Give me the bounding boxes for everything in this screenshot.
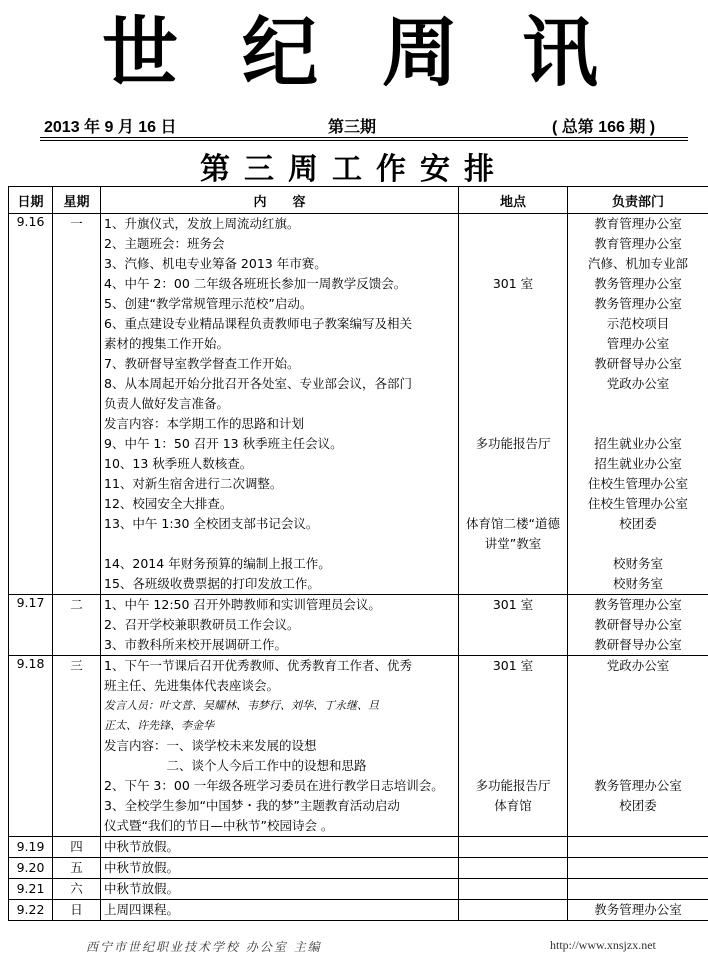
dept-line: 示范校项目 [606, 316, 670, 331]
content-line: 14、2014 年财务预算的编制上报工作。 [104, 556, 331, 571]
row-date: 9.20 [9, 858, 53, 879]
masthead-title: 世纪周讯 [102, 8, 662, 97]
location-line: 301 室 [492, 597, 534, 612]
content-line: 发言内容：一、谈学校未来发展的设想 [104, 738, 317, 753]
location-line [462, 615, 564, 635]
dept-line: 住校生管理办公室 [587, 496, 688, 511]
header-location: 地点 [459, 187, 568, 214]
content-line: 班主任、先进集体代表座谈会。 [104, 678, 280, 693]
row-weekday: 二 [53, 595, 101, 656]
dept-line: 校财务室 [612, 556, 663, 571]
location-line: 多功能报告厅 [475, 436, 551, 451]
schedule-heading: 第三周工作安排 [200, 152, 508, 187]
table-row [9, 858, 708, 879]
row-weekday: 一 [53, 214, 101, 595]
dept-line: 教务管理办公室 [594, 597, 682, 612]
location-line [462, 494, 564, 514]
location-line [462, 374, 564, 394]
row-location [459, 837, 568, 858]
dept-line [571, 414, 705, 434]
row-location [459, 656, 568, 837]
content-line: 1、升旗仪式，发放上周流动红旗。 [104, 216, 300, 231]
content-line: 素材的搜集工作开始。 [104, 336, 230, 351]
location-line [462, 816, 564, 836]
issue-total: ( 总第 166 期 ) [552, 119, 656, 136]
content-line: 中秋节放假。 [104, 881, 180, 896]
location-line [462, 294, 564, 314]
dept-line [571, 816, 705, 836]
content-line: 中秋节放假。 [104, 860, 180, 875]
table-row [9, 656, 708, 837]
row-dept [568, 656, 708, 837]
dept-line: 党政办公室 [606, 376, 670, 391]
location-line [462, 254, 564, 274]
dept-line: 招生就业办公室 [594, 436, 682, 451]
dept-line [571, 534, 705, 554]
header-dept: 负责部门 [568, 187, 708, 214]
content-line: 9、中午 1：50 召开 13 秋季班主任会议。 [104, 436, 343, 451]
row-date: 9.17 [9, 595, 53, 656]
dept-line: 校团委 [619, 798, 657, 813]
content-line: 5、创建“教学常规管理示范校”启动。 [104, 296, 313, 311]
content-line: 二、谈个人今后工作中的设想和思路 [104, 758, 367, 773]
row-content [101, 858, 459, 879]
content-line: 3、全校学生参加“中国梦・我的梦”主题教育活动启动 [104, 798, 400, 813]
content-line: 仪式暨“我们的节日—中秋节”校园诗会 。 [104, 818, 334, 833]
location-line [462, 676, 564, 696]
table-row [9, 879, 708, 900]
dept-line [571, 716, 705, 736]
content-line: 负责人做好发言准备。 [104, 396, 230, 411]
location-line: 体育馆二楼“道德 [466, 516, 560, 531]
dept-line: 教研督导办公室 [594, 617, 682, 632]
row-content [101, 879, 459, 900]
row-date: 9.22 [9, 900, 53, 921]
location-line [462, 554, 564, 574]
row-date: 9.19 [9, 837, 53, 858]
location-line: 多功能报告厅 [475, 778, 551, 793]
location-line [462, 716, 564, 736]
issue-date: 2013 年 9 月 16 日 [44, 119, 177, 136]
content-line: 1、中午 12:50 召开外聘教师和实训管理员会议。 [104, 597, 381, 612]
row-location [459, 214, 568, 595]
dept-line [571, 394, 705, 414]
location-line [462, 756, 564, 776]
dept-line: 教务管理办公室 [594, 778, 682, 793]
dept-line: 管理办公室 [606, 336, 670, 351]
issue-number: 第三期 [328, 119, 377, 136]
header-content: 内 容 [101, 187, 459, 214]
location-line: 301 室 [492, 276, 534, 291]
table-row [9, 837, 708, 858]
row-content [101, 595, 459, 656]
footer-url: http://www.xnsjzx.net [550, 938, 656, 952]
dept-line [571, 696, 705, 716]
content-line: 2、下午 3：00 一年级各班学习委员在进行教学日志培训会。 [104, 778, 444, 793]
dept-line: 校财务室 [612, 576, 663, 591]
row-dept [568, 214, 708, 595]
row-date: 9.21 [9, 879, 53, 900]
content-line: 3、汽修、机电专业筹备 2013 年市赛。 [104, 256, 327, 271]
location-line [462, 314, 564, 334]
header-rule-bottom [40, 140, 688, 141]
content-line: 8、从本周起开始分批召开各处室、专业部会议，各部门 [104, 376, 412, 391]
dept-line [571, 736, 705, 756]
dept-line: 校团委 [619, 516, 657, 531]
content-line: 上周四课程。 [104, 902, 180, 917]
issue-line [0, 114, 708, 136]
row-location [459, 858, 568, 879]
table-row [9, 214, 708, 595]
location-line [462, 574, 564, 594]
location-line: 301 室 [492, 658, 534, 673]
content-line: 13、中午 1:30 全校团支部书记会议。 [104, 516, 319, 531]
location-line [462, 214, 564, 234]
location-line: 体育馆 [494, 798, 532, 813]
content-line: 正太、许先锋、李金华 [104, 719, 214, 732]
row-dept [568, 858, 708, 879]
table-row [9, 595, 708, 656]
location-line [462, 234, 564, 254]
content-line: 2、主题班会：班务会 [104, 236, 225, 251]
row-content [101, 900, 459, 921]
header-date: 日期 [9, 187, 53, 214]
row-content [101, 214, 459, 595]
dept-line [571, 858, 705, 878]
dept-line: 住校生管理办公室 [587, 476, 688, 491]
row-dept [568, 900, 708, 921]
content-line: 2、召开学校兼职教研员工作会议。 [104, 617, 300, 632]
content-line: 10、13 秋季班人数核查。 [104, 456, 253, 471]
schedule-table [8, 186, 708, 921]
table-row [9, 900, 708, 921]
row-dept [568, 837, 708, 858]
dept-line: 党政办公室 [606, 658, 670, 673]
location-line [462, 394, 564, 414]
location-line [462, 334, 564, 354]
content-line [104, 534, 455, 554]
content-line: 发言人员：叶文普、吴耀林、韦梦行、刘华、丁永继、旦 [104, 699, 379, 712]
dept-line: 教务管理办公室 [594, 296, 682, 311]
footer-publisher: 西宁市世纪职业技术学校 办公室 主编 [86, 940, 322, 954]
location-line [462, 635, 564, 655]
location-line [462, 414, 564, 434]
row-dept [568, 595, 708, 656]
location-line [462, 696, 564, 716]
dept-line: 招生就业办公室 [594, 456, 682, 471]
content-line: 12、校园安全大排查。 [104, 496, 233, 511]
location-line [462, 900, 564, 920]
table-header-row [9, 187, 708, 214]
dept-line [571, 837, 705, 857]
row-weekday: 五 [53, 858, 101, 879]
row-weekday: 四 [53, 837, 101, 858]
row-content [101, 656, 459, 837]
content-line: 15、各班级收费票据的打印发放工作。 [104, 576, 320, 591]
location-line [462, 837, 564, 857]
dept-line: 教育管理办公室 [594, 216, 682, 231]
dept-line: 教务管理办公室 [594, 902, 682, 917]
footer [0, 938, 708, 958]
row-weekday: 三 [53, 656, 101, 837]
header-weekday: 星期 [53, 187, 101, 214]
location-line [462, 736, 564, 756]
dept-line [571, 676, 705, 696]
dept-line: 教研督导办公室 [594, 637, 682, 652]
row-dept [568, 879, 708, 900]
location-line [462, 474, 564, 494]
location-line [462, 354, 564, 374]
row-date: 9.16 [9, 214, 53, 595]
content-line: 3、市教科所来校开展调研工作。 [104, 637, 287, 652]
row-location [459, 595, 568, 656]
content-line: 6、重点建设专业精品课程负责教师电子教案编写及相关 [104, 316, 412, 331]
content-line: 4、中午 2：00 二年级各班班长参加一周教学反馈会。 [104, 276, 407, 291]
content-line: 中秋节放假。 [104, 839, 180, 854]
dept-line [571, 756, 705, 776]
row-location [459, 879, 568, 900]
dept-line: 汽修、机加专业部 [587, 256, 688, 271]
location-line [462, 858, 564, 878]
content-line: 11、对新生宿舍进行二次调整。 [104, 476, 283, 491]
location-line [462, 454, 564, 474]
row-date: 9.18 [9, 656, 53, 837]
dept-line: 教研督导办公室 [594, 356, 682, 371]
row-content [101, 837, 459, 858]
dept-line [571, 879, 705, 899]
content-line: 7、教研督导室教学督查工作开始。 [104, 356, 300, 371]
header-rule-top [40, 137, 688, 138]
location-line: 讲堂”教室 [484, 536, 542, 551]
content-line: 发言内容：本学期工作的思路和计划 [104, 416, 305, 431]
location-line [462, 879, 564, 899]
row-weekday: 日 [53, 900, 101, 921]
row-location [459, 900, 568, 921]
dept-line: 教务管理办公室 [594, 276, 682, 291]
dept-line: 教育管理办公室 [594, 236, 682, 251]
row-weekday: 六 [53, 879, 101, 900]
content-line: 1、下午一节课后召开优秀教师、优秀教育工作者、优秀 [104, 658, 412, 673]
